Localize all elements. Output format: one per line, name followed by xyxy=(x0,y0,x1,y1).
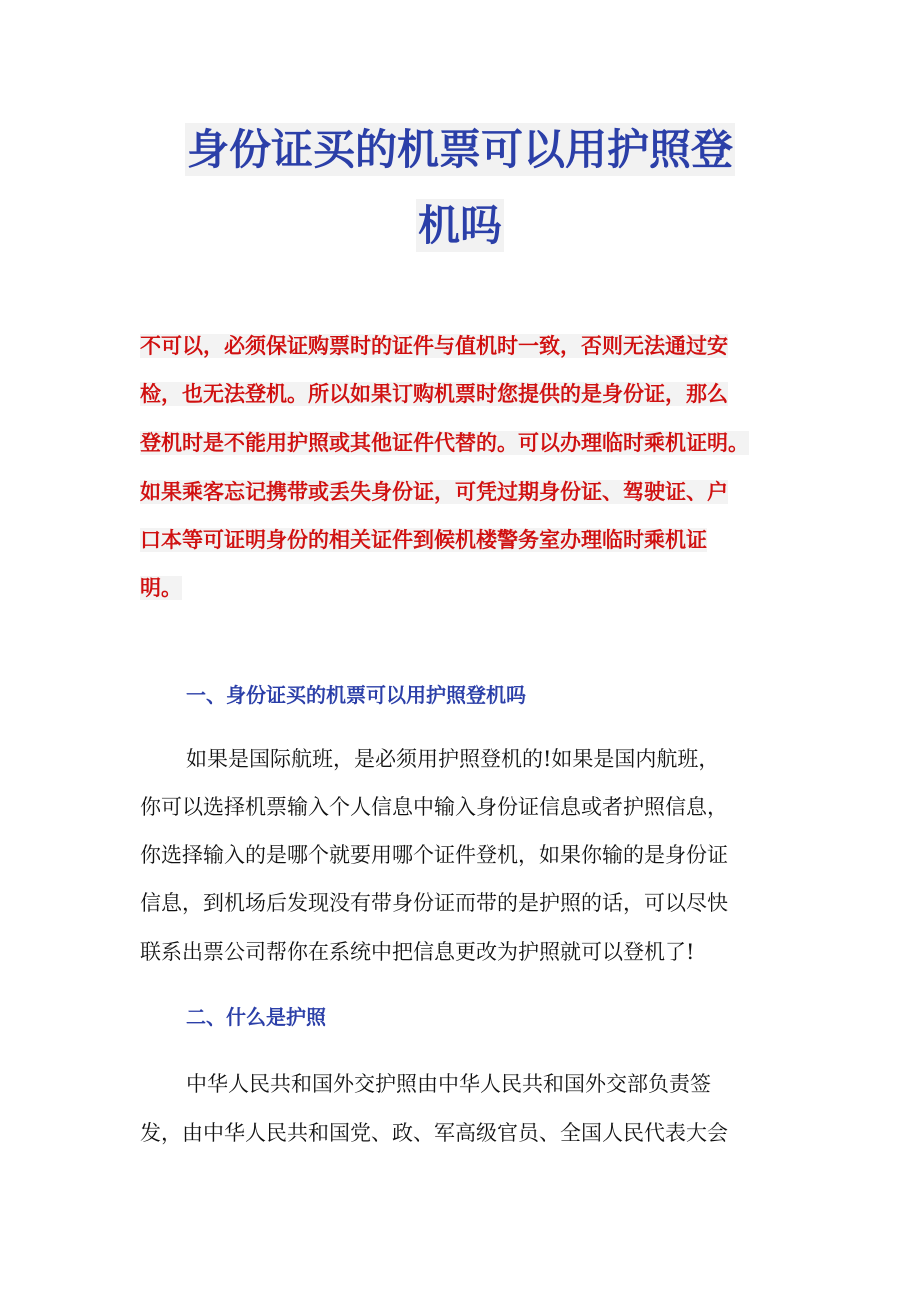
body-line: 发，由中华人民共和国党、政、军高级官员、全国人民代表大会 xyxy=(140,1121,728,1145)
summary-line: 明。 xyxy=(140,576,182,600)
summary-line: 口本等可证明身份的相关证件到候机楼警务室办理临时乘机证 xyxy=(140,528,707,552)
body-line: 中华人民共和国外交护照由中华人民共和国外交部负责签 xyxy=(186,1072,711,1096)
body-line: 你可以选择机票输入个人信息中输入身份证信息或者护照信息， xyxy=(140,795,728,819)
body-line: 你选择输入的是哪个就要用哪个证件登机，如果你输的是身份证 xyxy=(140,843,728,867)
body-line: 信息，到机场后发现没有带身份证而带的是护照的话，可以尽快 xyxy=(140,891,728,915)
body-line: 如果是国际航班，是必须用护照登机的!如果是国内航班， xyxy=(186,747,720,771)
page-title-line-1 xyxy=(0,120,920,180)
section-1-heading: 一、身份证买的机票可以用护照登机吗 xyxy=(186,683,526,707)
page-title-text-1: 身份证买的机票可以用护照登 xyxy=(186,125,733,174)
page-title-text-2: 机吗 xyxy=(417,201,502,250)
body-line: 联系出票公司帮你在系统中把信息更改为护照就可以登机了! xyxy=(140,940,695,964)
summary-line: 不可以，必须保证购票时的证件与值机时一致，否则无法通过安 xyxy=(140,334,728,358)
summary-line: 检，也无法登机。所以如果订购机票时您提供的是身份证，那么 xyxy=(140,382,728,406)
page-title-line-2 xyxy=(0,196,920,256)
section-2-heading: 二、什么是护照 xyxy=(186,1005,326,1029)
summary-line: 如果乘客忘记携带或丢失身份证，可凭过期身份证、驾驶证、户 xyxy=(140,480,728,504)
summary-line: 登机时是不能用护照或其他证件代替的。可以办理临时乘机证明。 xyxy=(140,431,749,455)
